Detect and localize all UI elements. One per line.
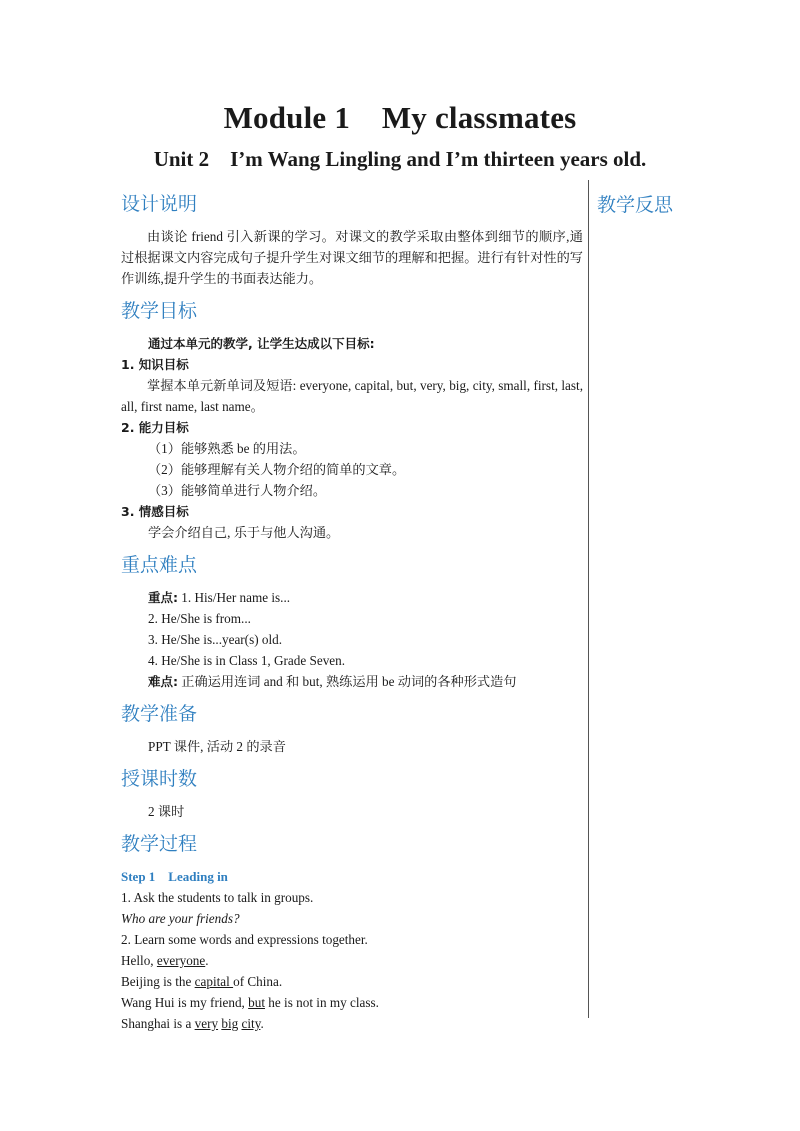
text-run: . (260, 1016, 264, 1031)
process-line: 1. Ask the students to talk in groups. (121, 890, 314, 905)
difficult-label: 难点: (148, 674, 178, 689)
example-sentence (121, 950, 583, 971)
ability-item: （2）能够理解有关人物介绍的简单的文章。 (148, 462, 406, 477)
process-heading: 教学过程 (121, 833, 198, 855)
key-label: 重点: (148, 590, 178, 605)
design-text: 由谈论 friend 引入新课的学习。对课文的教学采取由整体到细节的顺序,通过根据课文内容完成句子提升学生对课文细节的理解和把握。进行有针对性的写作训练,提升学生的书面表达能力。 (121, 229, 583, 286)
design-heading: 设计说明 (121, 193, 198, 215)
knowledge-title: 1. 知识目标 (121, 357, 189, 372)
column-divider (588, 180, 589, 1018)
ability-title: 2. 能力目标 (121, 420, 189, 435)
difficult-point: 正确运用连词 and 和 but, 熟练运用 be 动词的各种形式造句 (178, 674, 517, 689)
text-run: Wang Hui is my friend, (121, 995, 249, 1010)
preparation-text: PPT 课件, 活动 2 的录音 (148, 739, 286, 754)
hours-text: 2 课时 (148, 804, 185, 819)
underlined-word: capital (194, 974, 234, 989)
underlined-word: big (221, 1016, 239, 1031)
main-content (121, 190, 583, 1034)
emotion-title: 3. 情感目标 (121, 504, 189, 519)
text-run: he is not in my class. (265, 995, 379, 1010)
underlined-word: city (241, 1016, 261, 1031)
key-point: 4. He/She is in Class 1, Grade Seven. (148, 653, 346, 668)
reflection-heading: 教学反思 (597, 194, 674, 216)
key-point: 1. His/Her name is... (178, 590, 291, 605)
underlined-word: but (248, 995, 265, 1010)
preparation-heading: 教学准备 (121, 703, 198, 725)
difficult-point-line (121, 671, 583, 692)
text-run: of China. (233, 974, 283, 989)
key-point: 3. He/She is...year(s) old. (148, 632, 283, 647)
text-run: Shanghai is a (121, 1016, 195, 1031)
example-sentence (121, 1013, 583, 1034)
ability-item: （3）能够简单进行人物介绍。 (148, 483, 327, 498)
process-question: Who are your friends? (121, 911, 240, 926)
key-point: 2. He/She is from... (148, 611, 251, 626)
process-line: 2. Learn some words and expressions together. (121, 932, 368, 947)
knowledge-text: 掌握本单元新单词及短语: everyone, capital, but, very, big, city, small, first, last, all, first name, last name。 (121, 378, 583, 414)
underlined-word: very (194, 1016, 219, 1031)
emotion-text: 学会介绍自己, 乐于与他人沟通。 (148, 525, 340, 540)
objectives-heading: 教学目标 (121, 300, 198, 322)
text-run: . (205, 953, 209, 968)
ability-item: （1）能够熟悉 be 的用法。 (148, 441, 306, 456)
keypoints-heading: 重点难点 (121, 554, 198, 576)
step1-heading: Step 1 Leading in (121, 869, 228, 884)
key-point-line (121, 587, 583, 608)
example-sentence (121, 971, 583, 992)
hours-heading: 授课时数 (121, 768, 198, 790)
text-run: Hello, (121, 953, 157, 968)
objectives-intro: 通过本单元的教学, 让学生达成以下目标: (148, 336, 375, 351)
page-subtitle: Unit 2 I’m Wang Lingling and I’m thirteen years old. (153, 147, 647, 171)
underlined-word: everyone (156, 953, 206, 968)
page-title: Module 1 My classmates (223, 100, 577, 135)
example-sentence (121, 992, 583, 1013)
text-run: Beijing is the (121, 974, 195, 989)
